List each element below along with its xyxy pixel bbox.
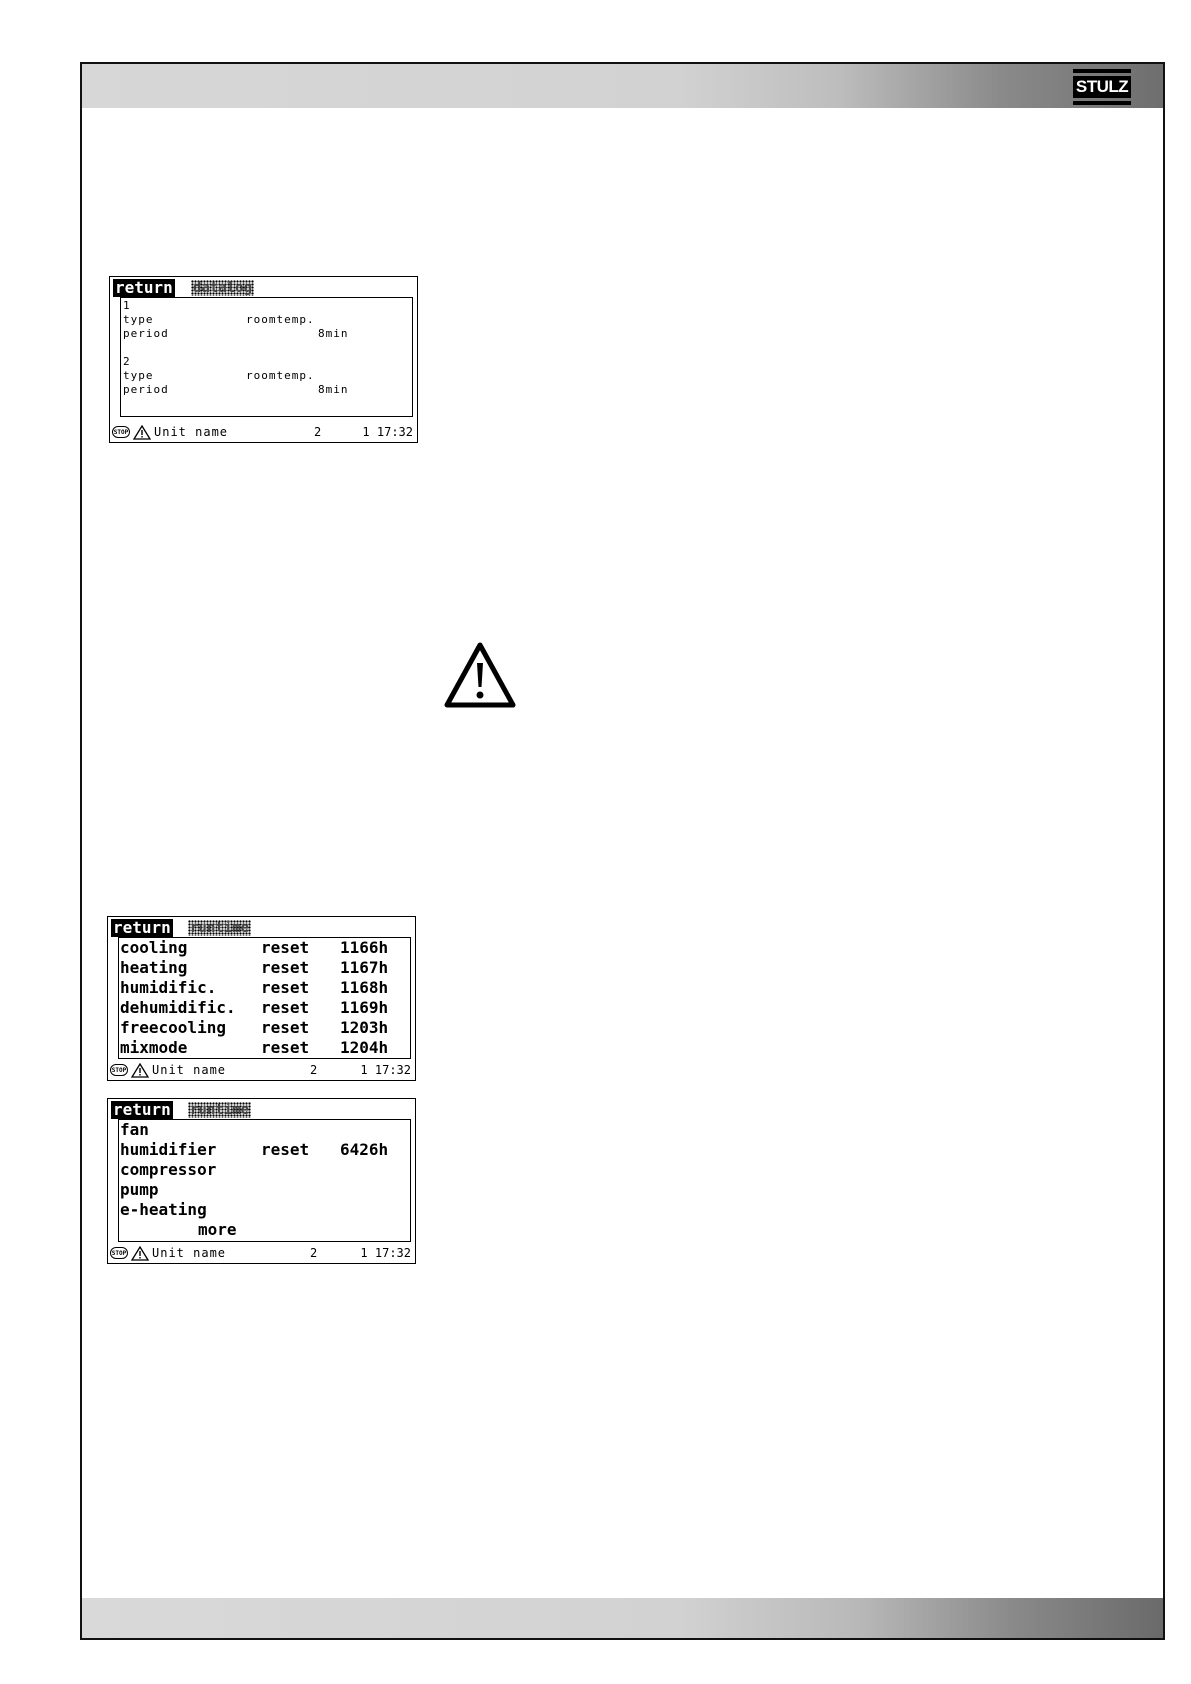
status-bar <box>110 1061 413 1079</box>
unit-name: Unit name <box>154 425 229 439</box>
status-bar <box>112 423 415 441</box>
page-footer-band <box>82 1598 1163 1638</box>
unit-number: 2 <box>310 1063 318 1077</box>
runtime-name: freecooling <box>120 1018 226 1037</box>
log-type-label: type <box>123 369 154 382</box>
log-period-label: period <box>123 327 169 340</box>
logo-text: STULZ <box>1073 76 1131 98</box>
runtime-name[interactable]: compressor <box>120 1160 217 1179</box>
runtime-screen-1 <box>107 916 416 1081</box>
return-tab[interactable]: return <box>113 918 171 937</box>
warning-icon <box>133 425 151 440</box>
unit-number: 2 <box>310 1246 318 1260</box>
reset-button[interactable]: reset <box>261 958 310 977</box>
runtime-name: humidific. <box>120 978 217 997</box>
runtime-hours: 1166h <box>340 938 389 957</box>
runtime-name: cooling <box>120 938 188 957</box>
runtime-hours: 1169h <box>340 998 389 1017</box>
reset-button[interactable]: reset <box>261 978 310 997</box>
clock: 1 17:32 <box>362 425 413 439</box>
runtime-name: mixmode <box>120 1038 188 1057</box>
screen-title: runtime <box>190 920 250 936</box>
warning-icon <box>131 1063 149 1078</box>
screen-title: datalog <box>193 280 253 296</box>
log-period-value: 8min <box>318 327 349 340</box>
runtime-hours: 1203h <box>340 1018 389 1037</box>
unit-name: Unit name <box>152 1063 227 1077</box>
log-entry-number: 2 <box>123 355 131 368</box>
more-link[interactable]: more <box>198 1220 237 1239</box>
page-header-band <box>82 64 1163 108</box>
runtime-name: humidifier <box>120 1140 217 1159</box>
log-period-label: period <box>123 383 169 396</box>
screen-title: runtime <box>190 1102 250 1118</box>
runtime-hours: 1168h <box>340 978 389 997</box>
runtime-name: heating <box>120 958 188 977</box>
stulz-logo <box>1073 69 1131 105</box>
runtime-name[interactable]: pump <box>120 1180 159 1199</box>
runtime-name[interactable]: fan <box>120 1120 149 1139</box>
log-entry-number: 1 <box>123 299 131 312</box>
runtime-hours: 1167h <box>340 958 389 977</box>
unit-number: 2 <box>314 425 322 439</box>
clock: 1 17:32 <box>360 1246 411 1260</box>
warning-icon <box>131 1246 149 1261</box>
runtime-name[interactable]: e-heating <box>120 1200 207 1219</box>
reset-button[interactable]: reset <box>261 998 310 1017</box>
runtime-hours: 1204h <box>340 1038 389 1057</box>
reset-button[interactable]: reset <box>261 938 310 957</box>
reset-button[interactable]: reset <box>261 1018 310 1037</box>
reset-button[interactable]: reset <box>261 1038 310 1057</box>
return-tab[interactable]: return <box>113 1100 171 1119</box>
reset-button[interactable]: reset <box>261 1140 310 1159</box>
unit-name: Unit name <box>152 1246 227 1260</box>
log-type-value: roomtemp. <box>246 369 315 382</box>
status-bar <box>110 1244 413 1262</box>
clock: 1 17:32 <box>360 1063 411 1077</box>
stop-icon: STOP <box>112 426 130 438</box>
stop-icon: STOP <box>110 1064 128 1076</box>
log-period-value: 8min <box>318 383 349 396</box>
log-type-value: roomtemp. <box>246 313 315 326</box>
warning-triangle-icon <box>443 641 517 709</box>
runtime-screen-2 <box>107 1098 416 1264</box>
stop-icon: STOP <box>110 1247 128 1259</box>
log-type-label: type <box>123 313 154 326</box>
datalog-screen <box>109 276 418 443</box>
return-tab[interactable]: return <box>115 278 173 297</box>
runtime-name: dehumidific. <box>120 998 236 1017</box>
runtime-hours: 6426h <box>340 1140 389 1159</box>
